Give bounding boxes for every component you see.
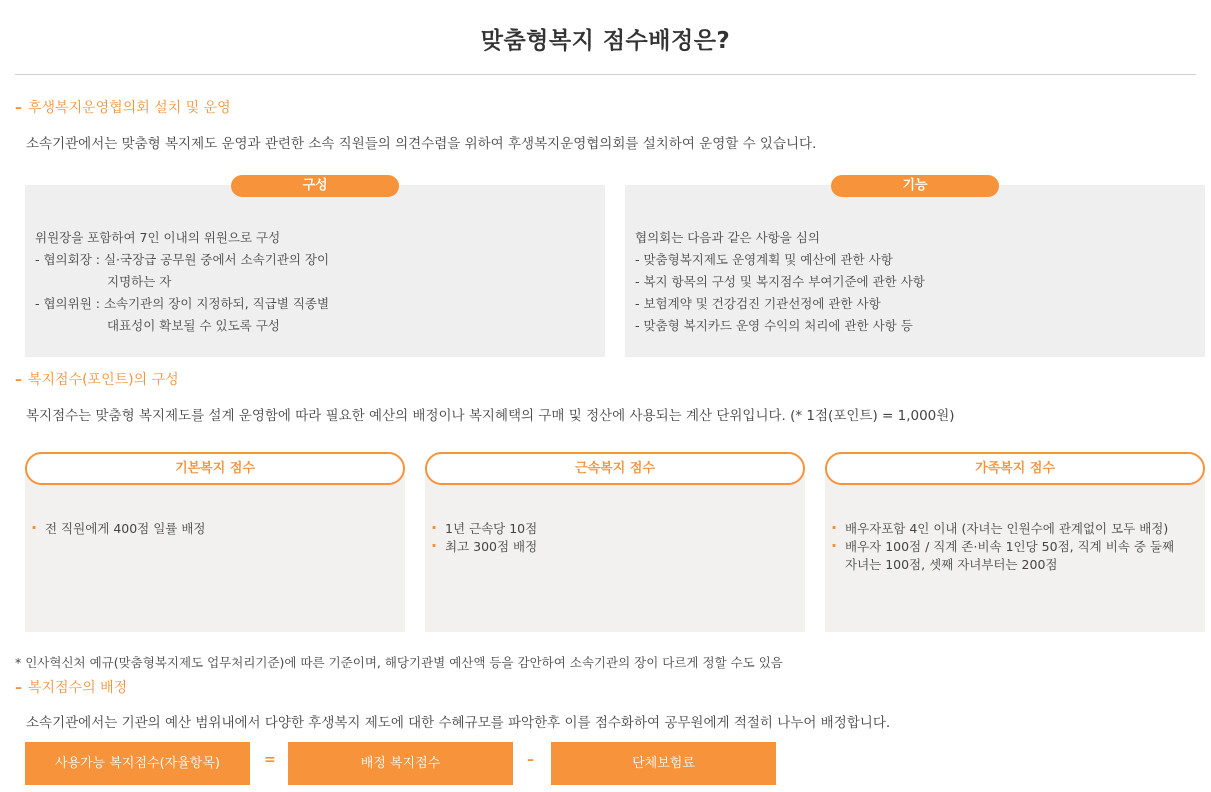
card-tenure-points xyxy=(425,452,805,632)
list-item: · 배우자 100점 / 직계 존·비속 1인당 50점, 직계 비속 중 둘째 자녀는 100점, 셋째 자녀부터는 200점 xyxy=(831,538,1187,574)
list-item: · 배우자포함 4인 이내 (자녀는 인원수에 관계없이 모두 배정) xyxy=(831,520,1187,538)
composition-text: 위원장을 포함하여 7인 이내의 위원으로 구성 - 협의회장 : 실·국장급 공무원 중에서 소속기관의 장이 지명하는 자 - 협의위원 : 소속기관의 장이 지정하되, 직급별 직종별 대표성이 확보될 수 있도록 구성 xyxy=(35,230,330,333)
composition-box xyxy=(25,178,605,357)
card-title: 근속복지 점수 xyxy=(425,452,805,485)
section-heading-points: – 복지점수(포인트)의 구성 xyxy=(15,372,179,388)
section-dash-icon: – xyxy=(15,100,22,116)
formula-minus: – xyxy=(527,752,534,768)
function-box xyxy=(625,178,1205,357)
composition-label: 구성 xyxy=(231,175,399,197)
title-divider xyxy=(15,74,1196,75)
page-title: 맞춤형복지 점수배정은? xyxy=(480,28,731,54)
section-dash-icon: – xyxy=(15,680,22,696)
card-title: 가족복지 점수 xyxy=(825,452,1205,485)
section-heading-council: – 후생복지운영협의회 설치 및 운영 xyxy=(15,100,231,116)
function-text: 협의회는 다음과 같은 사항을 심의 - 맞춤형복지제도 운영계획 및 예산에 관한 사항 - 복지 항목의 구성 및 복지점수 부여기준에 관한 사항 - 보험계약 및 건강검진 기관선정에 관한 사항 - 맞춤형 복지카드 운영 수익의 처리에 관한 사항 등 xyxy=(635,230,925,333)
card-list xyxy=(31,520,387,538)
section-desc-council: 소속기관에서는 맞춤형 복지제도 운영과 관련한 소속 직원들의 의견수렴을 위하여 후생복지운영협의회를 설치하여 운영할 수 있습니다. xyxy=(26,136,817,152)
card-title: 기본복지 점수 xyxy=(25,452,405,485)
list-item: · 최고 300점 배정 xyxy=(431,538,787,556)
function-label: 기능 xyxy=(831,175,999,197)
list-item: · 전 직원에게 400점 일률 배정 xyxy=(31,520,387,538)
formula-allocated-points: 배정 복지점수 xyxy=(288,742,513,785)
section-desc-allocation: 소속기관에서는 기관의 예산 범위내에서 다양한 후생복지 제도에 대한 수혜규모를 파악한후 이를 점수화하여 공무원에게 적절히 나누어 배정합니다. xyxy=(26,715,891,731)
formula-group-insurance: 단체보험료 xyxy=(551,742,776,785)
section-desc-points: 복지점수는 맞춤형 복지제도를 설계 운영함에 따라 필요한 예산의 배정이나 복지혜택의 구매 및 정산에 사용되는 계산 단위입니다. (* 1점(포인트) = 1,000원) xyxy=(26,408,955,424)
card-family-points xyxy=(825,452,1205,632)
list-item: · 1년 근속당 10점 xyxy=(431,520,787,538)
section-heading-allocation: – 복지점수의 배정 xyxy=(15,680,128,696)
card-list xyxy=(831,520,1187,574)
section-dash-icon: – xyxy=(15,372,22,388)
footnote: * 인사혁신처 예규(맞춤형복지제도 업무처리기준)에 따른 기준이며, 해당기관별 예산액 등을 감안하여 소속기관의 장이 다르게 정할 수도 있음 xyxy=(15,655,783,670)
card-list xyxy=(431,520,787,556)
card-basic-points xyxy=(25,452,405,632)
formula-equals: = xyxy=(264,752,276,768)
formula-available-points: 사용가능 복지점수(자율항목) xyxy=(25,742,250,785)
